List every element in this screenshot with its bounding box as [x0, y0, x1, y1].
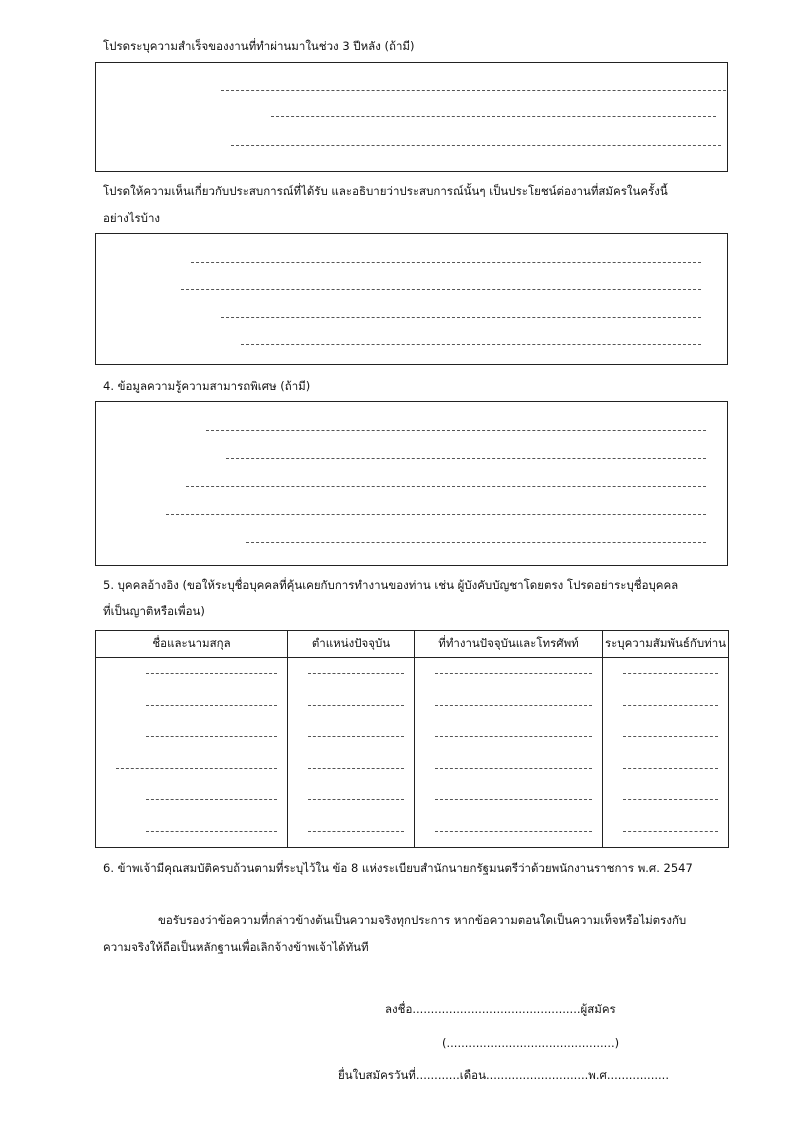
answer-line [221, 90, 726, 91]
table-cell[interactable] [96, 815, 288, 847]
table-cell[interactable] [415, 721, 603, 752]
date-field[interactable]: ............ [415, 1068, 460, 1082]
answer-line [271, 116, 716, 117]
table-cell[interactable] [288, 815, 415, 847]
month-field[interactable]: ............................ [485, 1068, 589, 1082]
experience-prompt-line2: อย่างไรบ้าง [103, 211, 161, 225]
answer-line [221, 317, 701, 318]
certification-line1: ขอรับรองว่าข้อความที่กล่าวข้างต้นเป็นความจริงทุกประการ หากข้อความตอนใดเป็นความเท็จหรือไม่ตรงกับ [158, 913, 687, 927]
achievements-answer-box[interactable] [95, 62, 728, 172]
table-cell[interactable] [603, 721, 729, 752]
date-label: ยื่นใบสมัครวันที่ [338, 1068, 416, 1082]
answer-line [231, 145, 721, 146]
special-skills-answer-box[interactable] [95, 401, 728, 566]
column-header-relationship: ระบุความสัมพันธ์กับท่าน [603, 631, 729, 658]
table-cell[interactable] [96, 784, 288, 815]
table-cell[interactable] [415, 752, 603, 783]
special-skills-prompt: 4. ข้อมูลความรู้ความสามารถพิเศษ (ถ้ามี) [103, 379, 311, 393]
table-row [96, 721, 729, 752]
table-cell[interactable] [288, 752, 415, 783]
answer-line [186, 486, 706, 487]
table-cell[interactable] [415, 784, 603, 815]
table-row [96, 784, 729, 815]
table-cell[interactable] [96, 721, 288, 752]
answer-line [206, 430, 706, 431]
table-row [96, 752, 729, 783]
experience-answer-box[interactable] [95, 233, 728, 365]
table-cell[interactable] [415, 658, 603, 690]
table-cell[interactable] [415, 815, 603, 847]
table-row [96, 815, 729, 847]
table-cell[interactable] [603, 752, 729, 783]
certification-line2: ความจริงให้ถือเป็นหลักฐานเพื่อเลิกจ้างข้าพเจ้าได้ทันที [103, 940, 369, 954]
table-header-row [96, 631, 729, 658]
year-label: พ.ศ. [588, 1068, 611, 1082]
signature-line[interactable]: ลงชื่อ..............................................ผู้สมัคร [385, 1002, 616, 1016]
answer-line [166, 514, 706, 515]
column-header-workplace-phone: ที่ทำงานปัจจุบันและโทรศัพท์ [415, 631, 603, 658]
table-cell[interactable] [603, 784, 729, 815]
table-cell[interactable] [288, 690, 415, 721]
year-field[interactable]: ................ [610, 1068, 669, 1082]
references-prompt-line2: ที่เป็นญาติหรือเพื่อน) [103, 604, 205, 618]
answer-line [181, 289, 701, 290]
achievements-prompt: โปรดระบุความสำเร็จของงานที่ทำผ่านมาในช่วง 3 ปีหลัง (ถ้ามี) [103, 39, 415, 53]
references-table [95, 630, 729, 848]
table-cell[interactable] [96, 752, 288, 783]
month-label: เดือน [459, 1068, 486, 1082]
printed-name-line[interactable]: (..............................................) [442, 1036, 620, 1050]
table-cell[interactable] [603, 690, 729, 721]
table-cell[interactable] [603, 815, 729, 847]
answer-line [241, 344, 701, 345]
table-cell[interactable] [96, 690, 288, 721]
references-prompt-line1: 5. บุคคลอ้างอิง (ขอให้ระบุชื่อบุคคลที่คุ้นเคยกับการทำงานของท่าน เช่น ผู้บังคับบัญชาโดยตรง โปรดอย่าระบุชื่อบุคคล [103, 578, 679, 592]
table-cell[interactable] [288, 721, 415, 752]
table-cell[interactable] [288, 658, 415, 690]
qualification-statement: 6. ข้าพเจ้ามีคุณสมบัติครบถ้วนตามที่ระบุไว้ใน ข้อ 8 แห่งระเบียบสำนักนายกรัฐมนตรีว่าด้วยพนักงานราชการ พ.ศ. 2547 [103, 861, 693, 875]
answer-line [246, 542, 706, 543]
table-cell[interactable] [603, 658, 729, 690]
table-row [96, 658, 729, 690]
application-date-line [338, 1067, 669, 1083]
answer-line [226, 458, 706, 459]
experience-prompt-line1: โปรดให้ความเห็นเกี่ยวกับประสบการณ์ที่ได้รับ และอธิบายว่าประสบการณ์นั้นๆ เป็นประโยชน์ต่องานที่สมัครในครั้งนี้ [103, 184, 668, 198]
table-cell[interactable] [96, 658, 288, 690]
table-cell[interactable] [415, 690, 603, 721]
table-row [96, 690, 729, 721]
table-cell[interactable] [288, 784, 415, 815]
answer-line [191, 262, 701, 263]
column-header-position: ตำแหน่งปัจจุบัน [288, 631, 415, 658]
column-header-name: ชื่อและนามสกุล [96, 631, 288, 658]
